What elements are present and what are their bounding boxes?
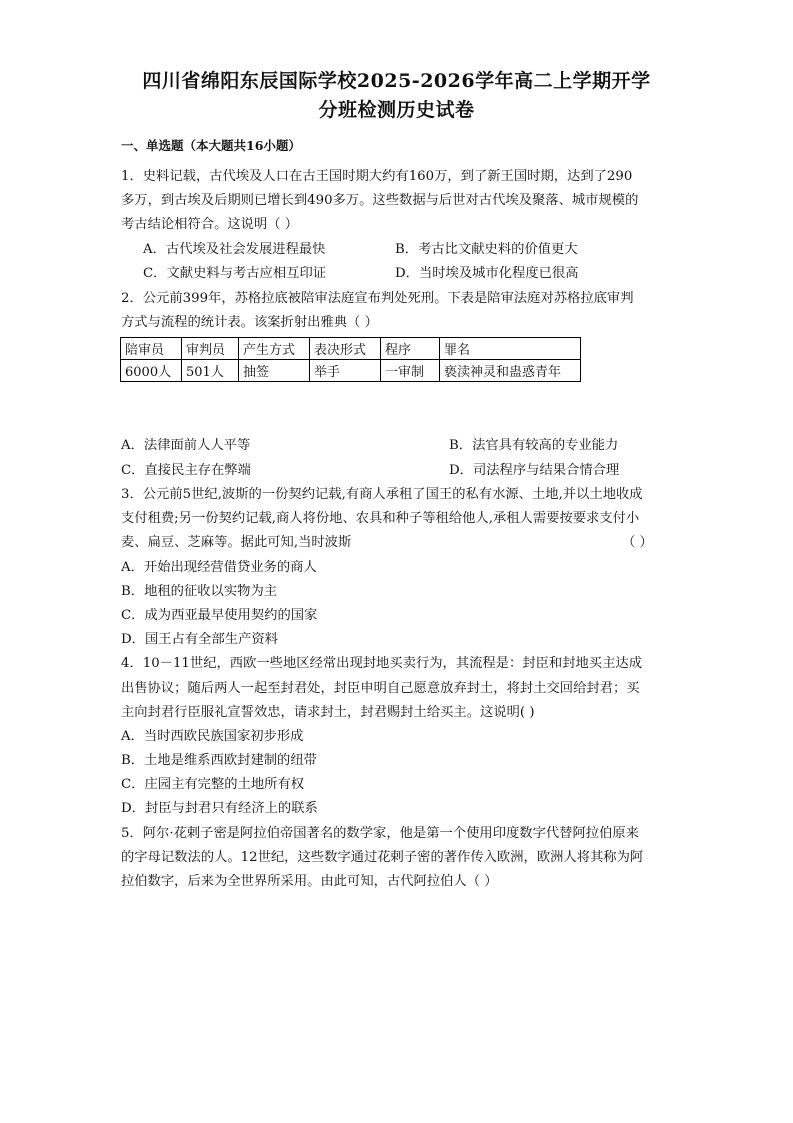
trial-statistics-table (120, 337, 581, 382)
table-cell: 一审制 (381, 360, 440, 382)
table-cell: 501人 (182, 360, 239, 382)
section-heading: 一、单选题（本大题共16小题） (121, 138, 301, 153)
exam-title-line2: 分班检测历史试卷 (318, 99, 475, 121)
q5-line-1: 5．阿尔·花剌子密是阿拉伯帝国著名的数学家，他是第一个使用印度数字代替阿拉伯原来 (121, 826, 639, 841)
table-header-cell: 程序 (381, 338, 440, 360)
table-cell: 亵渎神灵和蛊惑青年 (440, 360, 581, 382)
q2-option-a: A．法律面前人人平等 (121, 438, 251, 453)
q4-line-3: 主向封君行臣服礼宣誓效忠，请求封土，封君赐封土给买主。这说明( ) (121, 705, 535, 720)
q1-option-d: D．当时埃及城市化程度已很高 (395, 266, 579, 281)
q2-option-b: B．法官具有较高的专业能力 (449, 438, 619, 453)
q1-line-2: 多万，到古埃及后期则已增长到490多万。这些数据与后世对古代埃及聚落、城市规模的 (121, 193, 639, 208)
q4-option-d: D．封臣与封君只有经济上的联系 (121, 801, 318, 816)
q4-option-b: B．土地是维系西欧封建制的纽带 (121, 753, 317, 768)
q4-line-2: 出售协议；随后两人一起至封君处，封臣申明自己愿意放弃封土，将封土交回给封君；买 (121, 681, 640, 696)
q4-option-c: C．庄园主有完整的土地所有权 (121, 777, 305, 792)
q4-option-a: A．当时西欧民族国家初步形成 (121, 729, 304, 744)
q2-line-1: 2．公元前399年，苏格拉底被陪审法庭宣布判处死刑。下表是陪审法庭对苏格拉底审判 (121, 291, 634, 306)
q1-option-c: C．文献史料与考古应相互印证 (143, 266, 327, 281)
q5-line-2: 的字母记数法的人。12世纪，这些数字通过花剌子密的著作传入欧洲，欧洲人将其称为阿 (121, 850, 644, 865)
q2-option-c: C．直接民主存在弊端 (121, 463, 251, 478)
q3-answer-bracket: （ ） (622, 535, 653, 550)
table-header-cell: 陪审员 (121, 338, 182, 360)
table-cell: 6000人 (121, 360, 182, 382)
q3-option-b: B．地租的征收以实物为主 (121, 584, 278, 599)
q3-line-3: 麦、扁豆、芝麻等。据此可知,当时波斯 (121, 535, 352, 550)
q1-line-1: 1．史料记载，古代埃及人口在古王国时期大约有160万，到了新王国时期，达到了290 (121, 169, 633, 184)
q3-option-d: D．国王占有全部生产资料 (121, 632, 278, 647)
table-header-row (121, 338, 581, 360)
q2-option-d: D．司法程序与结果合情合理 (449, 463, 620, 478)
q1-line-3: 考古结论相符合。这说明（ ） (121, 217, 299, 232)
q1-option-a: A．古代埃及社会发展进程最快 (143, 242, 326, 257)
table-header-cell: 产生方式 (239, 338, 310, 360)
table-header-cell: 表决形式 (310, 338, 381, 360)
q2-line-2: 方式与流程的统计表。该案折射出雅典（ ） (121, 315, 378, 330)
table-cell: 举手 (310, 360, 381, 382)
q3-line-1: 3．公元前5世纪,波斯的一份契约记载,有商人承租了国王的私有水源、土地,并以土地收成 (121, 487, 643, 502)
q3-option-c: C．成为西亚最早使用契约的国家 (121, 608, 318, 623)
exam-title-line1: 四川省绵阳东辰国际学校2025-2026学年高二上学期开学 (142, 70, 651, 92)
table-header-cell: 罪名 (440, 338, 581, 360)
q5-line-3: 拉伯数字，后来为全世界所采用。由此可知，古代阿拉伯人（ ） (121, 874, 498, 889)
table-row (121, 360, 581, 382)
table-cell: 抽签 (239, 360, 310, 382)
q3-line-2: 支付租费;另一份契约记载,商人将份地、农具和种子等租给他人,承租人需要按要求支付小 (121, 511, 640, 526)
q4-line-1: 4．10－11世纪，西欧一些地区经常出现封地买卖行为，其流程是：封臣和封地买主达成 (121, 656, 642, 671)
table-header-cell: 审判员 (182, 338, 239, 360)
q1-option-b: B．考古比文献史料的价值更大 (395, 242, 578, 257)
q3-option-a: A．开始出现经营借贷业务的商人 (121, 560, 317, 575)
